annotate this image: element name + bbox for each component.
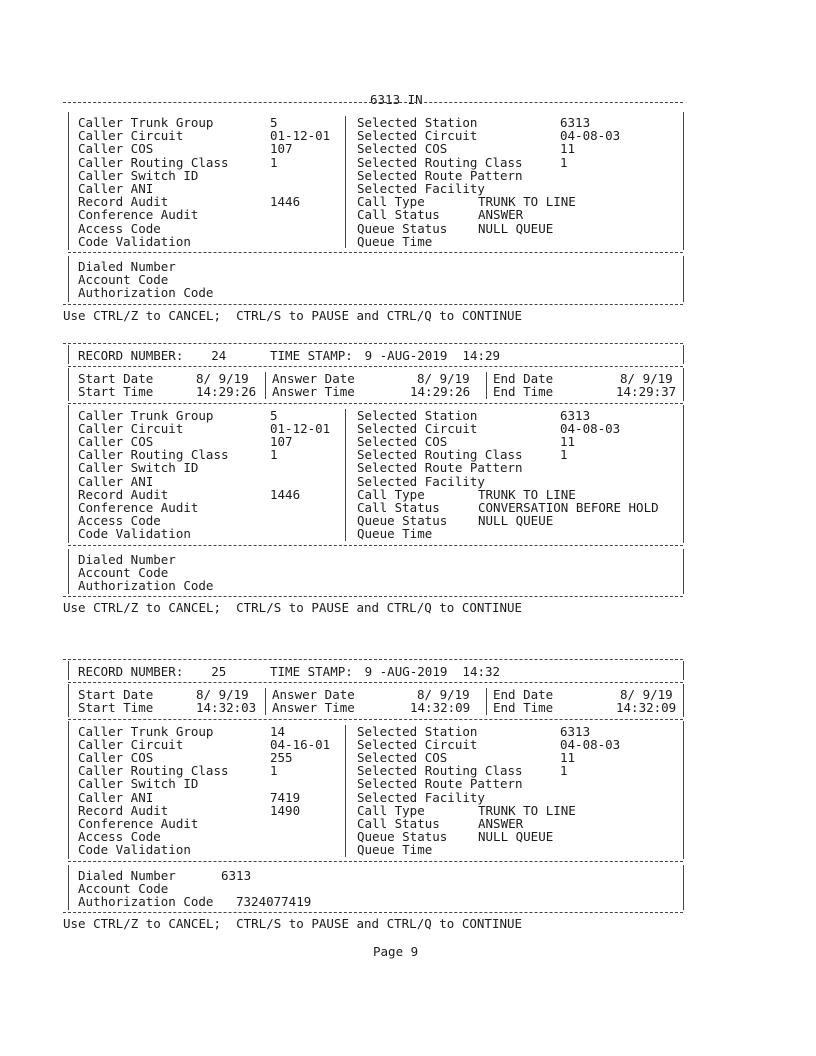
code-field-label: Authorization Code xyxy=(78,894,214,909)
selected-field-label: Selected COS xyxy=(357,750,448,765)
time-stamp: 9 -AUG-2019 14:29 xyxy=(364,348,501,363)
dates-divider-1 xyxy=(265,372,266,398)
selected-field-value: NULL QUEUE xyxy=(478,513,554,529)
selected-field-label: Call Status xyxy=(357,816,440,831)
selected-field-value: ANSWER xyxy=(478,207,524,223)
caller-field-label: Caller Trunk Group xyxy=(78,115,214,130)
selected-field-value: 11 xyxy=(560,750,576,765)
selected-field-label: Selected Station xyxy=(357,115,478,130)
end-date-label: End Date xyxy=(493,371,554,387)
start-date: 8/ 9/19 xyxy=(196,687,249,703)
start-time-label: Start Time xyxy=(78,384,154,400)
selected-field-value: 1 xyxy=(560,763,568,779)
caller-field-label: Caller Trunk Group xyxy=(78,407,214,423)
caller-field-label: Code Validation xyxy=(78,526,191,542)
caller-field-label: Caller COS xyxy=(78,141,154,157)
end-date-label: End Date xyxy=(493,687,554,703)
answer-time: 14:29:26 xyxy=(410,384,471,400)
details-right-border xyxy=(683,721,684,859)
selected-field-label: Call Type xyxy=(357,486,425,502)
start-date-label: Start Date xyxy=(78,687,154,703)
answer-date: 8/ 9/19 xyxy=(417,371,470,387)
selected-field-value: CONVERSATION BEFORE HOLD xyxy=(478,500,659,515)
record-number: 25 xyxy=(211,664,227,679)
selected-field-label: Selected Station xyxy=(357,407,478,423)
end-time: 14:32:09 xyxy=(616,700,677,716)
caller-field-label: Caller Trunk Group xyxy=(78,723,214,739)
selected-field-label: Selected Facility xyxy=(357,473,485,489)
selected-field-label: Selected Circuit xyxy=(357,736,478,752)
selected-field-value: 1 xyxy=(560,447,568,463)
selected-field-value: ANSWER xyxy=(478,816,524,831)
dates-divider-2 xyxy=(486,372,487,398)
caller-field-label: Access Code xyxy=(78,220,161,236)
code-field-label: Dialed Number xyxy=(78,259,176,274)
selected-field-label: Selected COS xyxy=(357,434,448,449)
record-number-label: RECORD NUMBER: xyxy=(78,664,184,679)
details-left-border xyxy=(68,721,69,859)
answer-date-label: Answer Date xyxy=(272,371,355,387)
caller-field-label: Conference Audit xyxy=(78,500,199,515)
selected-field-label: Selected Route Pattern xyxy=(357,776,523,792)
codes-right-border xyxy=(683,865,684,911)
dates-divider-1 xyxy=(265,688,266,714)
selected-field-label: Selected Circuit xyxy=(357,420,478,436)
selected-field-value: 6313 xyxy=(560,723,591,739)
code-field-label: Dialed Number xyxy=(78,867,176,883)
selected-field-value: TRUNK TO LINE xyxy=(478,486,576,502)
dates-right-border xyxy=(683,368,684,400)
control-hint: Use CTRL/Z to CANCEL; CTRL/S to PAUSE and CTRL/Q to CONTINUE xyxy=(63,307,523,323)
caller-field-label: Caller Routing Class xyxy=(78,154,229,170)
selected-field-value: NULL QUEUE xyxy=(478,220,554,236)
selected-field-value: NULL QUEUE xyxy=(478,829,554,845)
selected-field-value: 1 xyxy=(560,154,568,170)
answer-date-label: Answer Date xyxy=(272,687,355,703)
dashed-rule xyxy=(68,366,683,367)
selected-field-label: Call Type xyxy=(357,802,425,818)
caller-field-label: Code Validation xyxy=(78,233,191,249)
dashed-rule xyxy=(63,343,683,344)
header-right-border xyxy=(683,661,684,680)
caller-field-label: Caller Routing Class xyxy=(78,763,229,779)
dates-left-border xyxy=(68,368,69,400)
start-time: 14:32:03 xyxy=(196,700,257,716)
caller-field-label: Caller Routing Class xyxy=(78,447,229,463)
dates-right-border xyxy=(683,684,684,716)
selected-field-label: Selected Routing Class xyxy=(357,447,523,463)
details-right-border xyxy=(683,405,684,543)
selected-field-value: TRUNK TO LINE xyxy=(478,802,576,818)
header-right-border xyxy=(683,345,684,364)
selected-field-label: Queue Status xyxy=(357,829,448,845)
header-left-border xyxy=(68,661,69,680)
caller-field-label: Record Audit xyxy=(78,486,169,502)
caller-field-value: 1 xyxy=(270,447,278,463)
details-right-border xyxy=(683,112,684,250)
selected-field-label: Selected Station xyxy=(357,723,478,739)
time-stamp-label: TIME STAMP: xyxy=(270,664,353,679)
end-time-label: End Time xyxy=(493,700,554,716)
caller-field-label: Caller ANI xyxy=(78,473,154,489)
selected-field-value: 04-08-03 xyxy=(560,420,621,436)
code-field-label: Authorization Code xyxy=(78,578,214,593)
selected-field-value: 6313 xyxy=(560,115,591,130)
caller-field-label: Caller COS xyxy=(78,434,154,449)
dashed-rule xyxy=(63,102,683,103)
caller-field-label: Caller ANI xyxy=(78,181,154,196)
end-time-label: End Time xyxy=(493,384,554,400)
header-left-border xyxy=(68,345,69,364)
code-field-label: Authorization Code xyxy=(78,285,214,301)
caller-field-label: Caller ANI xyxy=(78,789,154,805)
end-date: 8/ 9/19 xyxy=(620,687,673,703)
caller-field-label: Record Audit xyxy=(78,802,169,818)
caller-field-value: 107 xyxy=(270,141,293,157)
control-hint: Use CTRL/Z to CANCEL; CTRL/S to PAUSE and CTRL/Q to CONTINUE xyxy=(63,916,523,932)
caller-field-value: 1 xyxy=(270,763,278,779)
dashed-rule xyxy=(63,912,683,913)
selected-field-value: 11 xyxy=(560,141,576,157)
time-stamp-label: TIME STAMP: xyxy=(270,348,353,363)
selected-field-label: Queue Time xyxy=(357,526,433,542)
selected-field-value: TRUNK TO LINE xyxy=(478,194,576,210)
selected-field-label: Call Type xyxy=(357,194,425,210)
dashed-rule xyxy=(63,596,683,597)
caller-field-label: Caller Switch ID xyxy=(78,460,199,476)
selected-field-label: Selected Facility xyxy=(357,181,485,196)
answer-time: 14:32:09 xyxy=(410,700,471,716)
selected-field-label: Call Status xyxy=(357,500,440,515)
dashed-rule xyxy=(68,403,683,404)
caller-field-value: 01-12-01 xyxy=(270,420,331,436)
answer-time-label: Answer Time xyxy=(272,700,355,716)
selected-field-label: Selected Route Pattern xyxy=(357,460,523,476)
time-stamp: 9 -AUG-2019 14:32 xyxy=(364,664,501,679)
start-date-label: Start Date xyxy=(78,371,154,387)
page-title: 6313 IN xyxy=(370,92,423,107)
codes-right-border xyxy=(683,256,684,302)
selected-field-label: Selected COS xyxy=(357,141,448,157)
codes-left-border xyxy=(68,865,69,911)
dates-left-border xyxy=(68,684,69,716)
caller-field-value: 1490 xyxy=(270,802,301,818)
end-date: 8/ 9/19 xyxy=(620,371,673,387)
selected-field-label: Selected Facility xyxy=(357,789,485,805)
selected-field-label: Selected Routing Class xyxy=(357,154,523,170)
selected-field-value: 04-08-03 xyxy=(560,128,621,144)
codes-left-border xyxy=(68,256,69,302)
dashed-rule xyxy=(68,545,683,546)
details-column-divider xyxy=(345,409,346,541)
caller-field-label: Conference Audit xyxy=(78,816,199,831)
record-number-label: RECORD NUMBER: xyxy=(78,348,184,363)
code-field-value: 7324077419 xyxy=(236,894,312,909)
details-column-divider xyxy=(345,725,346,857)
dashed-rule xyxy=(68,682,683,683)
caller-field-label: Caller Circuit xyxy=(78,420,184,436)
caller-field-label: Access Code xyxy=(78,829,161,845)
selected-field-value: 11 xyxy=(560,434,576,449)
dates-divider-2 xyxy=(486,688,487,714)
code-field-label: Account Code xyxy=(78,564,169,580)
selected-field-label: Selected Route Pattern xyxy=(357,167,523,183)
dashed-rule xyxy=(68,861,683,862)
selected-field-value: 04-08-03 xyxy=(560,736,621,752)
caller-field-label: Caller Circuit xyxy=(78,736,184,752)
caller-field-value: 5 xyxy=(270,115,278,130)
selected-field-label: Queue Time xyxy=(357,842,433,858)
selected-field-value: 6313 xyxy=(560,407,591,423)
dashed-rule xyxy=(63,304,683,305)
caller-field-value: 1 xyxy=(270,154,278,170)
details-left-border xyxy=(68,405,69,543)
caller-field-label: Code Validation xyxy=(78,842,191,858)
caller-field-value: 14 xyxy=(270,723,286,739)
selected-field-label: Queue Status xyxy=(357,220,448,236)
dashed-rule xyxy=(63,659,683,660)
caller-field-value: 1446 xyxy=(270,486,301,502)
details-column-divider xyxy=(345,116,346,248)
caller-field-label: Conference Audit xyxy=(78,207,199,223)
details-left-border xyxy=(68,112,69,250)
start-date: 8/ 9/19 xyxy=(196,371,249,387)
selected-field-label: Queue Status xyxy=(357,513,448,529)
dashed-rule xyxy=(68,252,683,253)
codes-right-border xyxy=(683,549,684,595)
code-field-label: Dialed Number xyxy=(78,551,176,567)
caller-field-value: 1446 xyxy=(270,194,301,210)
caller-field-label: Caller Switch ID xyxy=(78,776,199,792)
page-number: Page 9 xyxy=(373,944,419,959)
selected-field-label: Call Status xyxy=(357,207,440,223)
code-field-label: Account Code xyxy=(78,880,169,896)
caller-field-label: Caller COS xyxy=(78,750,154,765)
selected-field-label: Selected Circuit xyxy=(357,128,478,144)
code-field-label: Account Code xyxy=(78,272,169,288)
control-hint: Use CTRL/Z to CANCEL; CTRL/S to PAUSE and CTRL/Q to CONTINUE xyxy=(63,600,523,616)
dashed-rule xyxy=(68,719,683,720)
caller-field-label: Caller Circuit xyxy=(78,128,184,144)
caller-field-label: Access Code xyxy=(78,513,161,529)
selected-field-label: Queue Time xyxy=(357,233,433,249)
answer-date: 8/ 9/19 xyxy=(417,687,470,703)
start-time-label: Start Time xyxy=(78,700,154,716)
selected-field-label: Selected Routing Class xyxy=(357,763,523,779)
end-time: 14:29:37 xyxy=(616,384,677,400)
caller-field-label: Record Audit xyxy=(78,194,169,210)
caller-field-value: 255 xyxy=(270,750,293,765)
answer-time-label: Answer Time xyxy=(272,384,355,400)
caller-field-value: 04-16-01 xyxy=(270,736,331,752)
record-number: 24 xyxy=(211,348,227,363)
caller-field-value: 7419 xyxy=(270,789,301,805)
caller-field-value: 5 xyxy=(270,407,278,423)
caller-field-value: 01-12-01 xyxy=(270,128,331,144)
codes-left-border xyxy=(68,549,69,595)
code-field-value: 6313 xyxy=(221,867,252,883)
start-time: 14:29:26 xyxy=(196,384,257,400)
caller-field-label: Caller Switch ID xyxy=(78,167,199,183)
caller-field-value: 107 xyxy=(270,434,293,449)
